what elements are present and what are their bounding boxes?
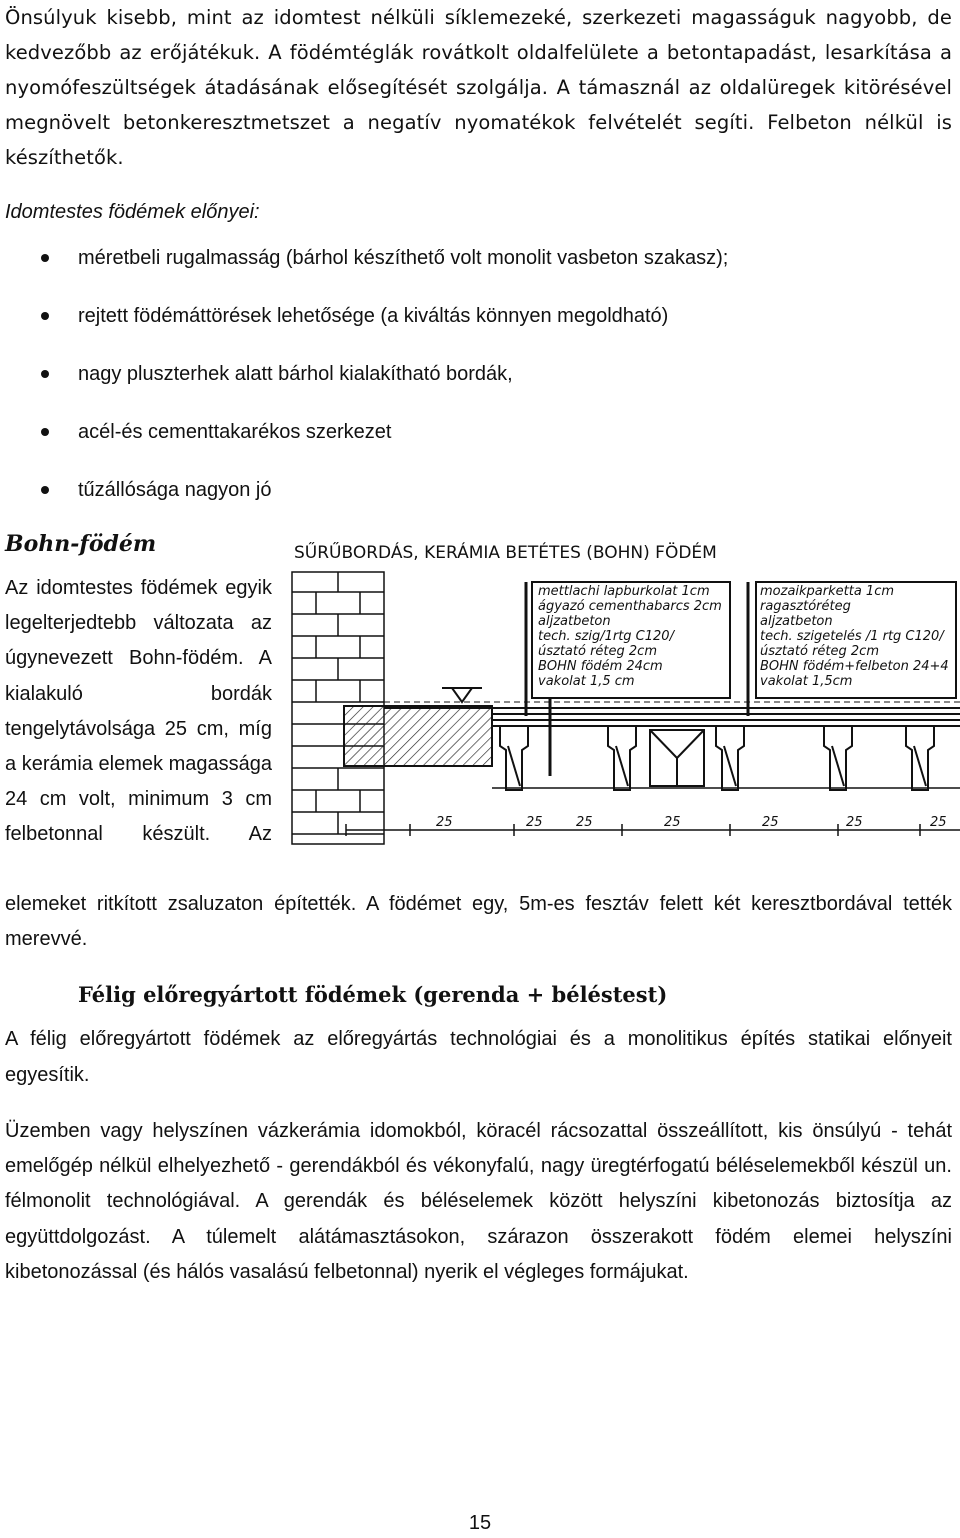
- bullet-icon: [41, 370, 49, 378]
- advantages-title: Idomtestes födémek előnyei:: [5, 201, 260, 223]
- layer-label: ágyazó cementhabarcs 2cm: [538, 599, 722, 614]
- bohn-paragraph: Az idomtestes födémek egyik legelterjedtebb változata az úgynevezett Bohn-födém. A kialakuló bordák tengelytávolsága 25 cm, míg a kerámia elemek magassága 24 cm volt, minimum 3 cm felbetonnal készült. Az: [5, 577, 272, 846]
- list-item: tűzállósága nagyon jó: [0, 467, 728, 525]
- layer-label: aljzatbeton: [760, 614, 833, 629]
- layer-label: BOHN födém 24cm: [538, 659, 663, 674]
- list-item: rejtett födémáttörések lehetősége (a kiváltás könnyen megoldható): [0, 293, 728, 351]
- dimension-label: 25: [576, 815, 593, 830]
- semi-prefab-paragraph-1: A félig előregyártott födémek az előregyártás technológiai és a monolitikus építés statikai előnyeit egyesítik.: [5, 1028, 952, 1086]
- layer-label: vakolat 1,5cm: [760, 674, 853, 689]
- layer-label: mozaikparketta 1cm: [760, 584, 895, 599]
- dimension-label: 25: [846, 815, 863, 830]
- ceramic-block-section: [650, 730, 704, 786]
- dimension-label: 25: [526, 815, 543, 830]
- level-marker-icon: [442, 688, 482, 702]
- bohn-paragraph-continued: elemeket ritkított zsaluzaton építették. A födémet egy, 5m-es fesztáv felett két keresztbordával tették merevvé.: [5, 893, 952, 950]
- intro-paragraph: Önsúlyuk kisebb, mint az idomtest nélküli síklemezeké, szerkezeti magasságuk nagyobb, de kedvezőbb az erőjátékuk. A födémtéglák rovátkolt oldalfelülete a betontapadást, lesarkítása a nyomófeszültségek átadásának elősegítését szolgálja. A támasznál az oldalüregek kitörésével megnövelt betonkeresztmetszet a negatív nyomatékok felvételét segíti. Felbeton nélkül is készíthetők.: [5, 6, 952, 169]
- bohn-section-title: Bohn-födém: [5, 531, 157, 557]
- bohn-floor-section-drawing: [286, 536, 960, 872]
- layer-label: ragasztóréteg: [760, 599, 851, 614]
- layer-label: úsztató réteg 2cm: [760, 644, 879, 659]
- layer-label: tech. szig/1rtg C120/: [538, 629, 674, 644]
- bullet-icon: [41, 486, 49, 494]
- ceramic-blocks: [500, 726, 934, 790]
- bullet-icon: [41, 312, 49, 320]
- dimension-label: 25: [436, 815, 453, 830]
- bullet-icon: [41, 428, 49, 436]
- dimension-label: 25: [930, 815, 947, 830]
- dimension-label: 25: [762, 815, 779, 830]
- layer-label: BOHN födém+felbeton 24+4: [760, 659, 949, 674]
- layer-label: úsztató réteg 2cm: [538, 644, 657, 659]
- ring-beam: [344, 706, 492, 766]
- layer-label: mettlachi lapburkolat 1cm: [538, 584, 710, 599]
- bullet-icon: [41, 254, 49, 262]
- layer-label: vakolat 1,5 cm: [538, 674, 635, 689]
- page-number: 15: [468, 1512, 492, 1534]
- layer-label: tech. szigetelés /1 rtg C120/: [760, 629, 944, 644]
- list-item: méretbeli rugalmasság (bárhol készíthető volt monolit vasbeton szakasz);: [0, 235, 728, 293]
- semi-prefab-title: Félig előregyártott födémek (gerenda + béléstest): [78, 982, 668, 1007]
- layer-label: aljzatbeton: [538, 614, 611, 629]
- advantages-list: [0, 235, 728, 525]
- semi-prefab-paragraph-2: Üzemben vagy helyszínen vázkerámia idomokból, köracél rácsozattal összeállított, kis önsúlyú - tehát emelőgép nélkül elhelyezhető - gerendákból és vékonyfalú, nagy üregtérfogatú béléselemekből készül un. félmonolit technológiával. A gerendák és béléselemek között helyszíni kibetonozás biztosítja az együttdolgozást. A túlemelt alátámasztásokon, szárazon összerakott födém elemei helyszíni kibetonozással (és hálós vasalású felbetonnal) nyerik el végleges formájukat.: [5, 1120, 952, 1283]
- list-item: nagy pluszterhek alatt bárhol kialakítható bordák,: [0, 351, 728, 409]
- figure-title: SŰRŰBORDÁS, KERÁMIA BETÉTES (BOHN) FÖDÉM: [294, 543, 717, 563]
- list-item: acél-és cementtakarékos szerkezet: [0, 409, 728, 467]
- dimension-label: 25: [664, 815, 681, 830]
